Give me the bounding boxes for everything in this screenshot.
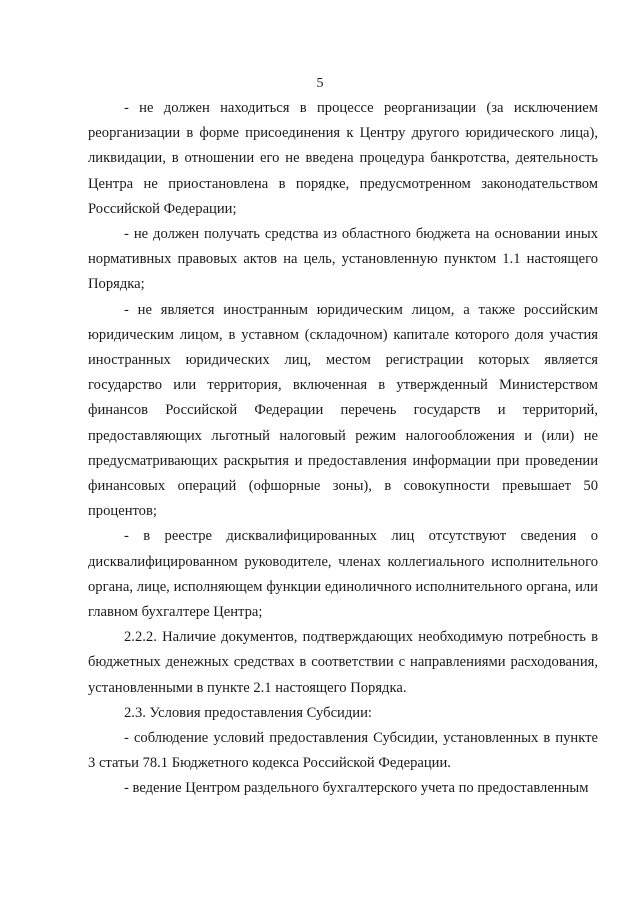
page-number: 5 xyxy=(316,76,324,91)
paragraph-subsidy-conditions-compliance: - соблюдение условий предоставления Субсидии, установленных в пункте 3 статьи 78.1 Бюджетного кодекса Российской Федерации. xyxy=(88,730,598,772)
paragraph-disqualified-persons-condition: - в реестре дисквалифицированных лиц отсутствуют сведения о дисквалифицированном руководителе, членах коллегиального исполнительного органа, лице, исполняющем функции единоличного исполнительного органа, или главном бухгалтере Центра; xyxy=(88,528,598,621)
paragraph-section-2-3-heading: 2.3. Условия предоставления Субсидии: xyxy=(124,704,372,721)
document-body xyxy=(88,96,598,802)
paragraph-budget-funds-condition: - не должен получать средства из областного бюджета на основании иных нормативных правовых актов на цель, установленную пунктом 1.1 настоящего Порядка; xyxy=(88,226,598,293)
paragraph-reorganization-condition: - не должен находиться в процессе реорганизации (за исключением реорганизации в форме присоединения к Центру другого юридического лица), ликвидации, в отношении его не введена процедура банкротства, деятельность Центра не приостановлена в порядке, предусмотренном законодательством Российской Федерации; xyxy=(88,100,598,217)
paragraph-section-2-2-2: 2.2.2. Наличие документов, подтверждающих необходимую потребность в бюджетных денежных средствах в соответствии с направлениями расходования, установленными в пункте 2.1 настоящего Порядка. xyxy=(88,629,598,696)
paragraph-separate-accounting: - ведение Центром раздельного бухгалтерского учета по предоставленным xyxy=(124,780,589,797)
paragraph-foreign-entity-condition: - не является иностранным юридическим лицом, а также российским юридическим лицом, в уставном (складочном) капитале которого доля участия иностранных юридических лиц, местом регистрации которых является государство или территория, включенная в утвержденный Министерством финансов Российской Федерации перечень государств и территорий, предоставляющих льготный налоговый режим налогообложения и (или) не предусматривающих раскрытия и предоставления информации при проведении финансовых операций (офшорные зоны), в совокупности превышает 50 процентов; xyxy=(88,301,598,520)
